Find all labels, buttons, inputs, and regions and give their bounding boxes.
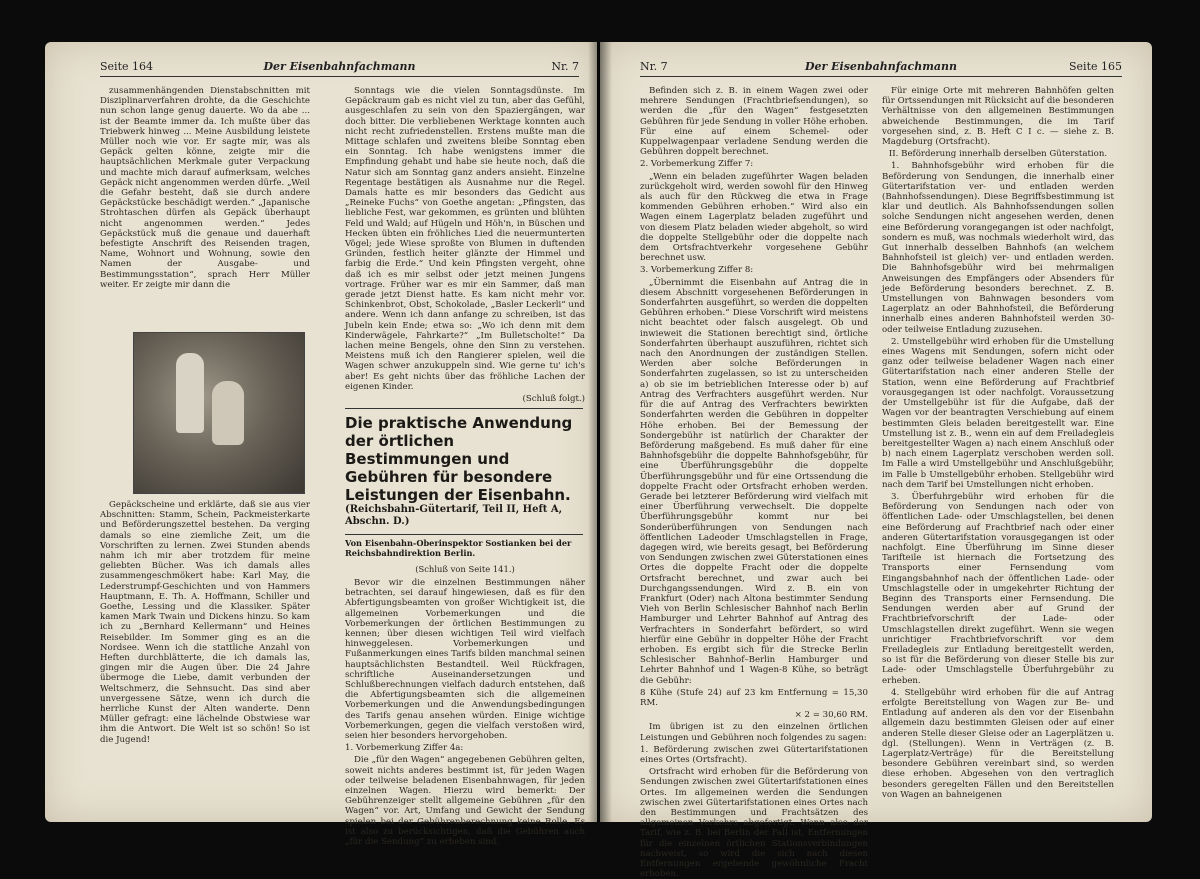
left-col2-text: Sonntags wie die vielen Sonntagsdünste. Im Gepäckraum gab es nicht viel zu tun, aber das Gefühl, ausgeschlafen zu sein von den Spaziergängen, war doch bitter. Die verbliebenen Werktage konnten auch nicht recht zufriedenstellen. Erstens mußte man die Mittage schlafen und zweitens bleibe Sonntag eben ein Sonntag. Ich habe wenigstens immer die Empfindung gehabt und habe sie heute noch, daß die Natur sich am Sonntag ganz anders ansieht. Einzelne Regentage bestätigen als Ausnahme nur die Regel. Damals hatte es mir besonders das Gedicht aus „Reineke Fuchs“ von Goethe angetan: „Pfingsten, das liebliche Fest, war gekommen, es grünten und blühten Feld und Wald; auf Hügeln und Höh'n, in Büschen und Hecken übten ein fröhliches Lied die neuermunterten Vögel; jede Wiese sproßte von Blumen in duftenden Gründen, festlich heiter glänzte der Himmel und farbig die Erde.“ Und kein Pfingsten vergeht, ohne daß ich es mir selbst oder jetzt meinen Jungens vortrage. Früher war es mir ein Sammer, daß man gerade jetzt Dienst hatte. Es kam nicht mehr vor. Schinkenbrot, Obst, Schokolade, „Basler Leckerli“ und andere. Wenn ich dann anfange zu schreiben, ist das Jubeln kein Ende; etwa so: „Wo ich denn mit dem Kinderwägele, Fahrkarte?“ „Im Bulletscholte!“ Da lachen meine Bengels, ohne den Sinn zu verstehen. Meistens muß ich den Rangierer spielen, weil die Wagen schwer anzukuppeln sind. Wie gerne tu' ich's aber! Es geht nichts über das fröhliche Lachen der eigenen Kinder. <box>345 86 585 392</box>
left-page-number: Seite 164 <box>100 60 153 73</box>
right-col2-text-d: 4. Stellgebühr wird erhoben für die auf Antrag erfolgte Bereitstellung von Wagen zur Be- und Entladung auf anderen als den vor der Eisenbahn allgemein dazu bestimmten Gleisen oder auf einer anderen Stelle dieser Gleise oder an Lagerplätzen u. dgl. (Stellungen). Wenn in Verträgen (z. B. Lagerplatz-Verträge) für die Bereitstellung besondere Gebühren vereinbart sind, so werden diese erhoben. Abgesehen von den vertraglich besonders geregelten Fällen und den Bereitstellen von Wagen an bahneigenen <box>882 687 1114 800</box>
article-title: Die praktische Anwendung der örtlichen Bestimmungen und Gebühren für besondere Leistungen der Eisenbahn. <box>345 414 573 504</box>
article-divider <box>345 534 583 535</box>
left-page <box>45 42 597 848</box>
right-col1 <box>640 86 868 879</box>
photo-child-figure <box>212 381 244 445</box>
article-body <box>345 578 585 848</box>
right-page <box>600 42 1152 879</box>
photo-child-figure <box>176 353 204 433</box>
right-page-number: Seite 165 <box>1069 60 1122 73</box>
calc-line-1: 8 Kühe (Stufe 24) auf 23 km Entfernung = 15,30 RM. <box>640 687 868 708</box>
children-photo <box>133 332 305 494</box>
right-col2-text-c: 3. Überfuhrgebühr wird erhoben für die Beförderung von Sendungen nach oder von öffentlichen Lade- oder Umschlagstellen, bei denen eine Beförderung auf Frachtbrief nach oder einer anderen Gütertarifstation vorausgegangen ist oder nachfolgt. Eine Überführung im Sinne dieser Tarifteile ist hiernach die Fortsetzung des Transports einer Fernsendung vom Eingangsbahnhof nach der öffentlichen Lade- oder Umschlagstelle oder in umgekehrter Richtung der Beginn des Transports einer Fernsendung. Die Sendungen werden aber auf Grund der Frachtbriefvorschrift der Lade- oder Umschlagstellen direkt zugeführt. Wenn sie wegen unrichtiger Frachtbriefvorschrift vor dem Freiladegleis zur Entladung bereitgestellt werden, so ist für die Beförderung von dieser Stelle bis zur Lade- oder Umschlagstelle Überfuhrgebühr zu erheben. <box>882 491 1114 686</box>
article-byline: Von Eisenbahn-Oberinspektor Sostianken bei der Reichsbahndirektion Berlin. <box>345 538 572 558</box>
right-col1-text-3: „Übernimmt die Eisenbahn auf Antrag die in diesem Abschnitt vorgesehenen Beförderungen in Sonderfahrten ausgeführt, so werden die doppelten Gebühren erhoben.“ Diese Vorschrift wird meistens nicht beachtet oder falsch ausgelegt. Ob und inwieweit die Stationen berechtigt sind, örtliche Sonderfahrten überhaupt auszuführen, richtet sich nach den Anordnungen der zuständigen Stellen. Werden aber solche Beförderungen in Sonderfahrten zugelassen, so ist zu unterscheiden a) ob sie im betrieblichen Interesse oder b) auf Antrag des Verfrachters ausgeführt werden. Nur für die auf Antrag des Verfrachters bewirkten Sonderfahrten werden die Gebühren in doppelter Höhe erhoben. Bei der Bemessung der Sondergebühr ist natürlich der Charakter der Beförderung maßgebend. Es muß daher für eine Bahnhofsgebühr die doppelte Bahnhofsgebühr, für eine Überführungsgebühr die doppelte Überführungsgebühr und für eine Ortssendung die doppelte Fracht oder Ortsfracht erhoben werden. Gerade bei letzterer Beförderung wird vielfach mit einer Überführung verwechselt. Die doppelte Überführungsgebühr kommt nur bei Sonderüberführungen von Sendungen nach öffentlichen Ladeoder Umschlagstellen in Frage, dagegen wird, wie bereits gesagt, bei Beförderung von Sendungen zwischen zwei Güterstationen eines Ortes die doppelte Fracht oder die doppelte Ortsfracht berechnet, und zwar auch bei Durchgangssendungen. Wird z. B. ein von Frankfurt (Oder) nach Altona bestimmter Sendung Vieh von Berlin Schlesischer Bahnhof nach Berlin Hamburger und Lehrter Bahnhof auf Antrag des Verfrachters in Sonderfahrt befördert, so wird hierfür eine Gebühr in doppelter Höhe der Fracht erhoben. Es ergibt sich für die Strecke Berlin Schlesischer Bahnhof–Berlin Hamburger und Lehrter Bahnhof und 1 Wagen-8 Kühe, so beträgt die Gebühr: <box>640 277 868 686</box>
article-item1-heading: 1. Vorbemerkung Ziffer 4a: <box>345 743 464 754</box>
article-continued-from: (Schluß von Seite 141.) <box>415 564 515 574</box>
right-page-header <box>640 60 1122 77</box>
article-subtitle: (Reichsbahn-Gütertarif, Teil II, Heft A, Abschn. D.) <box>345 504 563 527</box>
left-page-header <box>100 60 579 77</box>
book-gutter <box>588 42 612 822</box>
right-col2-text-b: 2. Umstellgebühr wird erhoben für die Umstellung eines Wagens mit Sendungen, sofern nicht oder ganz oder teilweise beladener Wagen nach einer Gütertarifstation nach einer anderen Stelle der Station, wenn eine Beförderung auf Frachtbrief vorausgegangen ist oder nachfolgt. Voraussetzung der Umstellgebühr ist für die Aufgabe, daß der Wagen vor der beantragten Verschiebung auf einem bestimmten Gleis beladen bereitgestellt war. Eine Umstellung ist z. B., wenn ein auf dem Freiladegleis bereitgestellter Wagen a) nach einem Anschluß oder b) nach einem Lagerplatz verschoben werden soll. Im Falle a wird Umstellgebühr und Anschlußgebühr, im Falle b Umstellgebühr erhoben. Stellgebühr wird nach dem Tarif bei Umstellungen nicht erhoben. <box>882 336 1114 490</box>
right-col2-heading: II. Beförderung innerhalb derselben Güterstation. <box>888 149 1108 160</box>
calc-line-2: × 2 = 30,60 RM. <box>794 710 868 721</box>
left-col2-signoff: (Schluß folgt.) <box>522 394 585 405</box>
left-col1-top-text: zusammenhängenden Dienstabschnitten mit Disziplinarverfahren drohte, da die Geschichte nun schon lange genug dauerte. Wo da abe ... ist der Beamte immer da. Ich mußte über das Triebwerk hinweg ... Meine Ausbildung leistete Müller noch wie vor. Er sagte mir, was als Gepäck gelten könne, zeigte mir die hauptsächlichen Merkmale guter Verpackung und machte mich darauf aufmerksam, welches Gepäck nicht angenommen werden dürfe. „Weil die Gefahr besteht, daß sie durch andere Gepäckstücke beschädigt werden.“ „Japanische Strohtaschen dürfen als Gepäck überhaupt nicht angenommen werden.“ Jedes Gepäckstück muß die genaue und dauerhaft befestigte Anschrift des Reisenden tragen, Name, Wohnort und Wohnung, sowie den Namen der Ausgabe- und Bestimmungsstation“, sprach Herr Müller weiter. Er zeigte mir dann die <box>100 86 310 290</box>
right-col1-heading-4: 1. Beförderung zwischen zwei Gütertarifstationen eines Ortes (Ortsfracht). <box>640 744 868 765</box>
right-col2-text-a: 1. Bahnhofsgebühr wird erhoben für die Beförderung von Sendungen, die innerhalb einer Gütertarifstation ver- und entladen werden (Bahnhofssendungen). Diese Begriffsbestimmung ist klar und deutlich. Als Bahnhofssendungen sollen solche Sendungen nicht angesehen werden, denen eine Beförderung vorangegangen ist oder nachfolgt, sondern es muß, was nochmals wiederholt wird, das Gut innerhalb desselben Bahnhofs (an welchem Bahnhofsteil ist gleich) ver- und entladen werden. Die Bahnhofsgebühr wird bei mehrmaligen Anweisungen des Empfängers oder Absenders für jede Beförderung besonders berechnet. Z. B. Umstellungen von Bahnwagen besonders vom Lagerplatz an oder Bahnhofsteil, die Beförderung innerhalb eines anderen Bahnhofsteil werden 30- oder teilweise Entladung zuzusehen. <box>882 161 1114 335</box>
right-running-title: Der Eisenbahnfachmann <box>804 60 958 73</box>
left-col1-top <box>100 86 310 330</box>
left-col1-bottom <box>100 500 310 810</box>
right-col1-heading-2: 2. Vorbemerkung Ziffer 7: <box>640 159 754 170</box>
right-col1-text-4: Im übrigen ist zu den einzelnen örtlichen Leistungen und Gebühren noch folgendes zu sagen: <box>640 722 868 743</box>
left-col1-bottom-text: Gepäckscheine und erklärte, daß sie aus vier Abschnitten: Stamm, Schein, Packmeisterkarte und Beförderungszettel bestehen. Da verging damals so eine ziemliche Zeit, um die Vorschriften zu lernen. Zwei Stunden abends nahm ich mir aber trotzdem für meine geliebten Bücher. Was ich damals alles zusammengeschmökert habe: Karl May, die Lederstrumpf-Geschichten und von Hammers Hauptmann, E. Th. A. Hoffmann, Schiller und Goethe, Lessing und die Klassiker. Später kamen Mark Twain und Dickens hinzu. So kam ich zu „Bernhard Kellermann“ und Heines Reisebilder. Im Sommer ging es an die Nordsee. Wenn ich die stattliche Anzahl von Heften durchblätterte, die ich damals las, gingen mir die Augen über. Die 24 Jahre übermoge die Liebe, damit verbunden der Weltschmerz, die Sehnsucht. Das sind aber unvergessene Sätze, wenn ich durch die herrliche Kunst der Alten wanderte. Denn Müller gefragt: eine lächelnde Obstwiese war ihm die Antwort. Die Welt ist so schön! So ist die Jugend! <box>100 500 310 745</box>
left-issue-number: Nr. 7 <box>551 60 579 73</box>
right-col2 <box>882 86 1114 814</box>
left-col2-top <box>345 86 585 405</box>
left-running-title: Der Eisenbahnfachmann <box>263 60 416 73</box>
right-col1-heading-3: 3. Vorbemerkung Ziffer 8: <box>640 265 754 276</box>
article-divider <box>345 408 583 409</box>
right-col2-text: Für einige Orte mit mehreren Bahnhöfen gelten für Ortssendungen mit Rücksicht auf die besonderen Verhältnisse von den allgemeinen Bestimmungen abweichende Bestimmungen, die im Tarif vorgesehen sind, z. B. Heft C I c. — siehe z. B. Magdeburg (Ortsfracht). <box>882 86 1114 148</box>
article-body-text: Bevor wir die einzelnen Bestimmungen näher betrachten, sei darauf hingewiesen, daß es für den Abfertigungsbeamten von großer Wichtigkeit ist, die allgemeinen Vorbemerkungen und die Vorbemerkungen der örtlichen Bestimmungen zu kennen; über diesen wichtigen Teil wird vielfach hinweggelesen. Vorbemerkungen und Fußanmerkungen eines Tarifs bilden manchmal seinen hauptsächlichsten Bestandteil. Weil Rückfragen, schriftliche Auseinandersetzungen und Schlußberechnungen vielfach dadurch entstehen, daß die Abfertigungsbeamten sich die allgemeinen Vorbemerkungen und die Anwendungsbedingungen des Tarifs genau ansehen würden. Einige wichtige Vorbemerkungen, gegen die vielfach verstoßen wird, seien hier besonders hervorgehoben. <box>345 578 585 742</box>
right-col1-text: Befinden sich z. B. in einem Wagen zwei oder mehrere Sendungen (Frachtbriefsendungen), so werden die „für den Wagen“ festgesetzten Gebühren für jede Sendung in voller Höhe erhoben. Für eine auf einem Schemel- oder Kuppelwagenpaar verladene Sendung werden die Gebühren doppelt berechnet. <box>640 86 868 158</box>
right-issue-number: Nr. 7 <box>640 60 668 73</box>
article-item1-text: Die „für den Wagen“ angegebenen Gebühren gelten, soweit nichts anderes bestimmt ist, für jeden Wagen oder teilweise beladenen Eisenbahnwagen, für jeden einzelnen Wagen. Hierzu wird bemerkt: Der Gebührenzeiger stellt allgemeine Gebühren „für den Wagen“ vor. Art, Umfang und Gewicht der Sendung spielen bei der Gebührenberechnung keine Rolle. Es ist also zu berücksichtigen, daß die Gebühren auch „für die Sendung“ zu erheben sind. <box>345 755 585 848</box>
right-col1-text-2: „Wenn ein beladen zugeführter Wagen beladen zurückgeholt wird, werden sowohl für den Hinweg als auch für den Rückweg die etwa in Frage kommenden Gebühren erhoben.“ Wird also ein Wagen einem Lagerplatz beladen zugeführt und von diesem Platz beladen wieder abgeholt, so wird die doppelte Stellgebühr oder die doppelte nach dem Ortsfrachtverkehr vorgesehene Gebühr berechnet usw. <box>640 171 868 264</box>
right-col1-text-5: Ortsfracht wird erhoben für die Beförderung von Sendungen zwischen zwei Gütertarifstationen eines Ortes. Im allgemeinen werden die Sendungen zwischen zwei Gütertarifstationen eines Ortes nach den Bestimmungen und Frachtsätzen des allgemeinen Verkehrs abgefertigt. Wenn also der Tarif, wie z. B. bei Berlin der Fall ist, Entfernungen für die einzelnen örtlichen Stationsverbindungen nachweist, so wird die sich nach diesen Entfernungen ergebende gewöhnliche Fracht erhoben. <box>640 767 868 879</box>
